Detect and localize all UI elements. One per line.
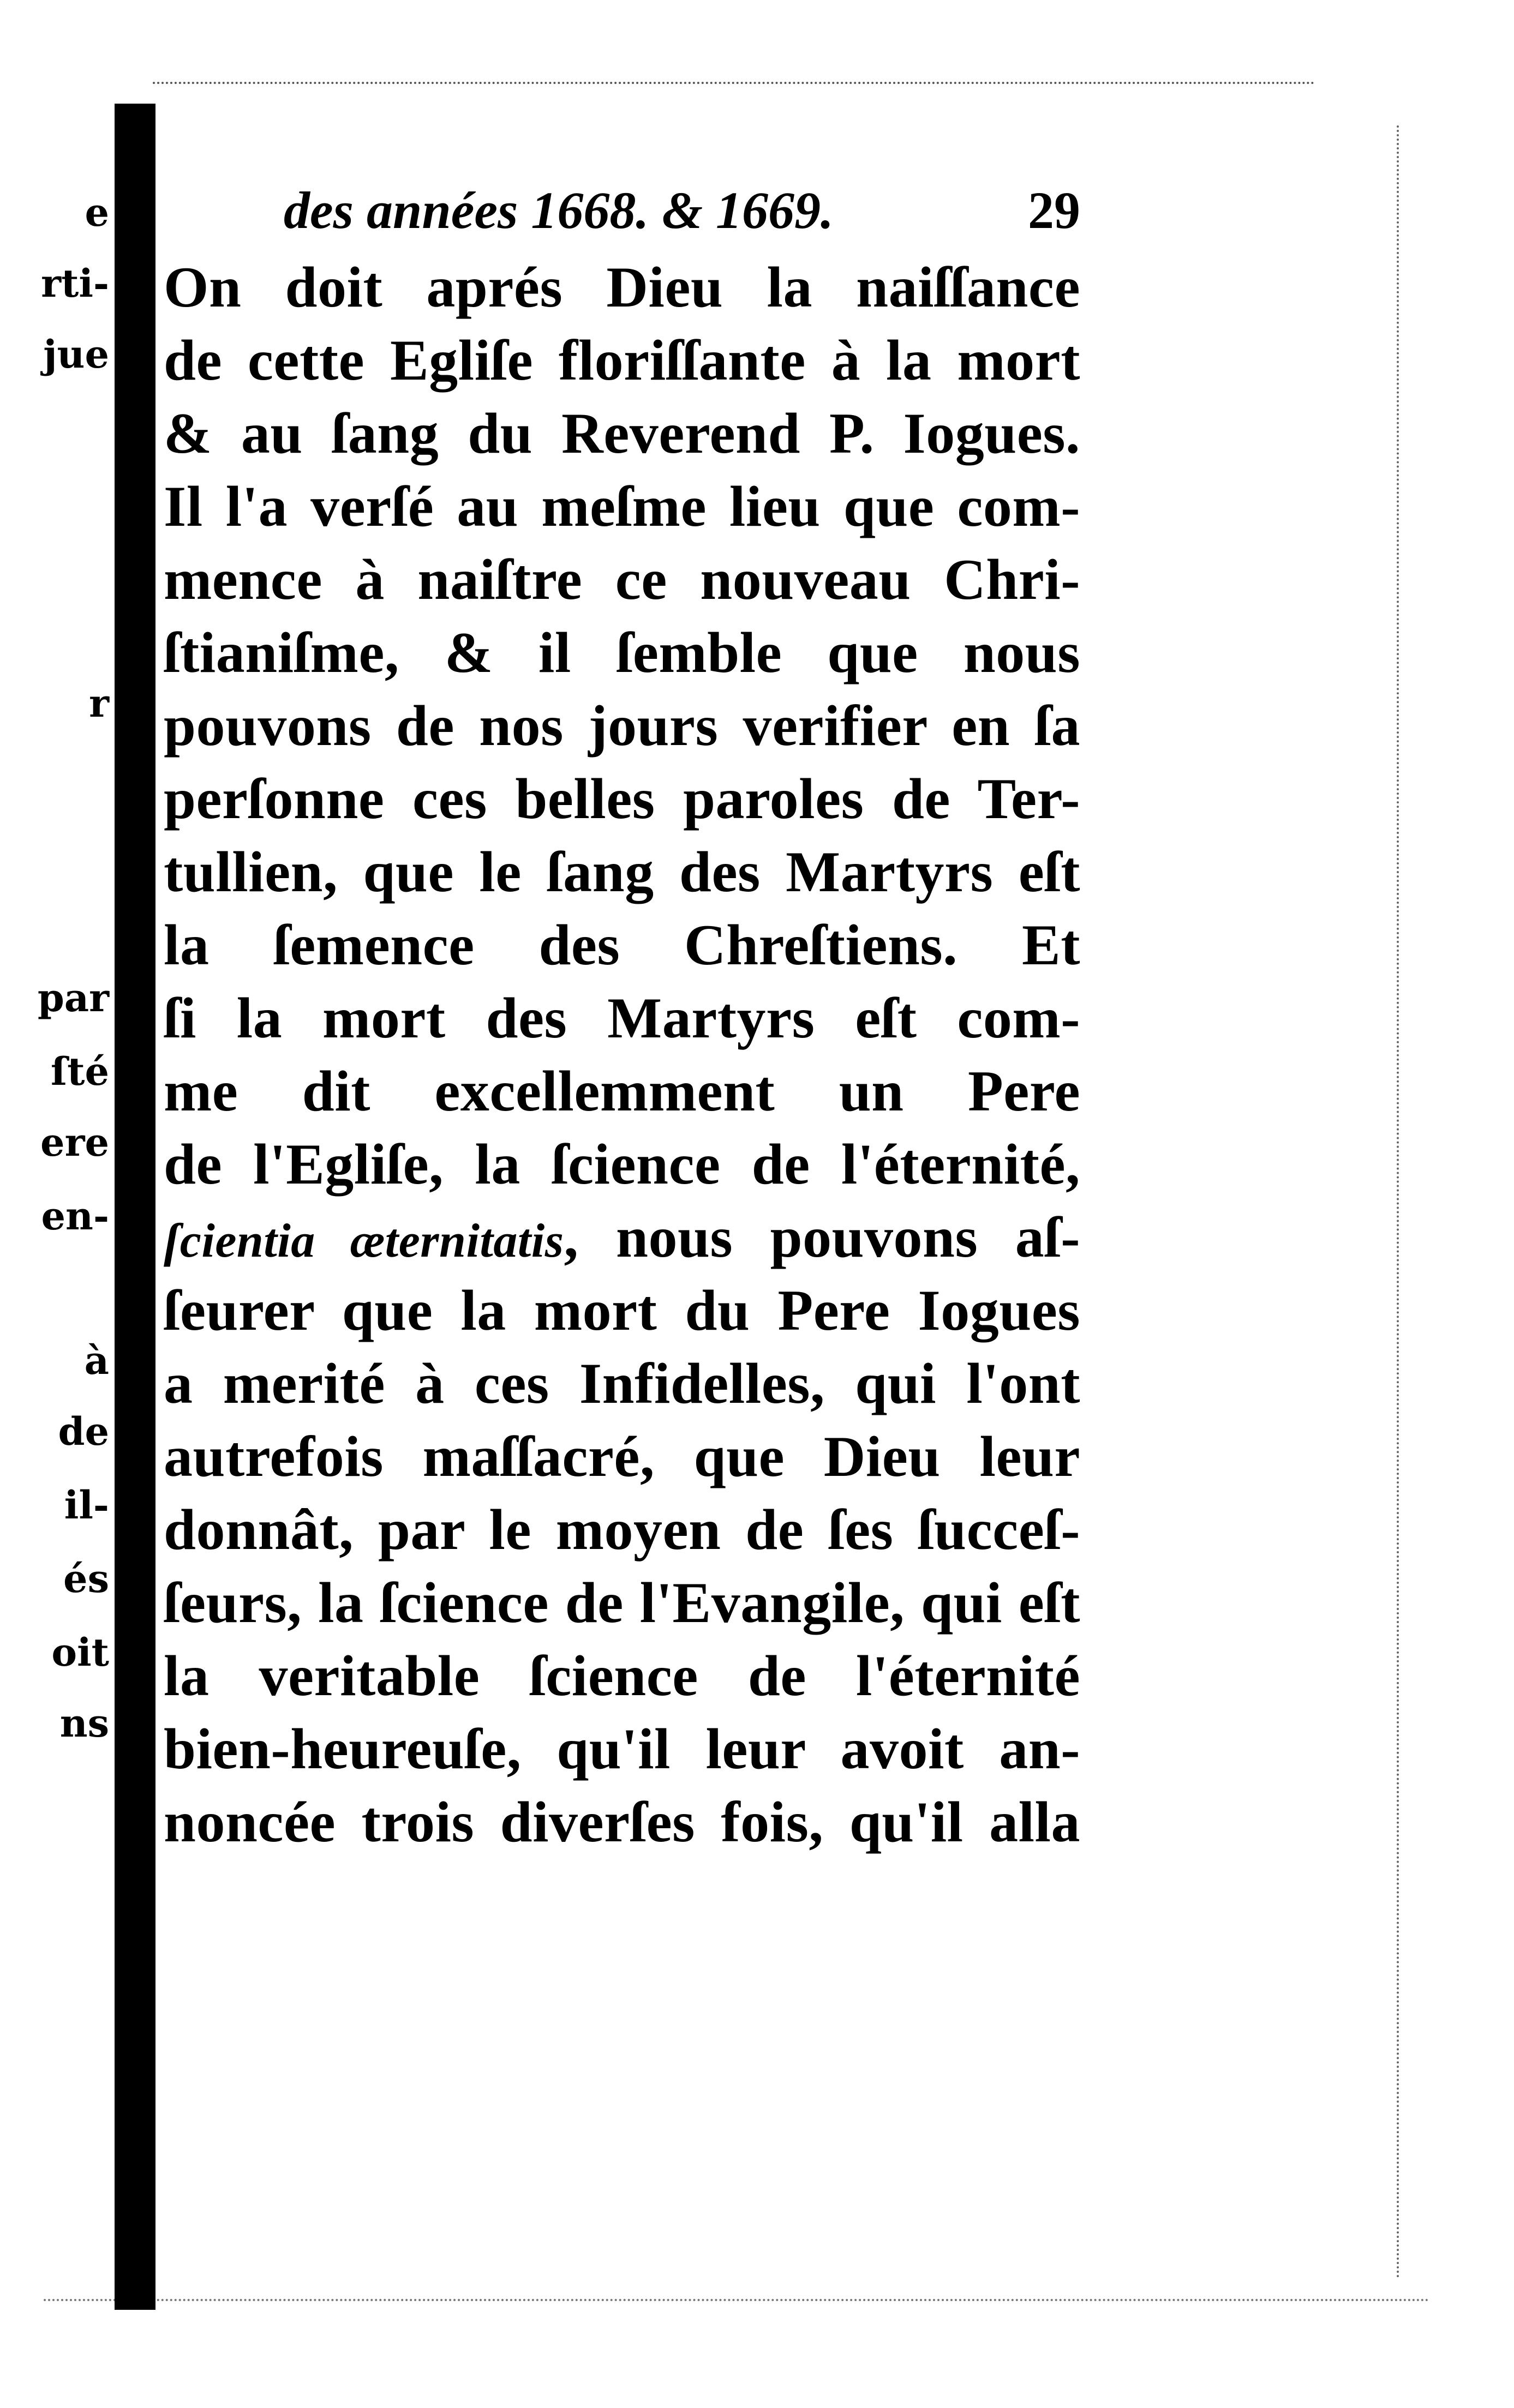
- body-text: [164, 251, 1080, 1859]
- page-edge-right: [1397, 125, 1399, 2280]
- text-line: ſeurs, la ſcience de l'Evangile, qui eſt: [164, 1571, 1080, 1635]
- text-line: autrefois maſſacré, que Dieu leur: [164, 1425, 1080, 1488]
- facing-page-fragment: en-: [41, 1193, 109, 1239]
- latin-phrase: ſcientia æternitatis: [164, 1215, 564, 1268]
- facing-page-fragment: ere: [40, 1120, 109, 1165]
- facing-page-fragment: ns: [59, 1701, 109, 1746]
- facing-page-fragment: à: [84, 1338, 109, 1383]
- text-line: pouvons de nos jours verifier en ſa: [164, 694, 1080, 758]
- running-header: [229, 175, 1091, 251]
- text-line: la ſemence des Chreſtiens. Et: [164, 913, 1080, 977]
- text-line: ſtianiſme, & il ſemble que nous: [164, 621, 1080, 684]
- text-line: la veritable ſcience de l'éternité: [164, 1644, 1080, 1708]
- facing-page-fragment: oit: [51, 1630, 109, 1675]
- text-line: de cette Egliſe floriſſante à la mort: [164, 328, 1080, 392]
- facing-page-fragment: rti-: [41, 261, 109, 306]
- page-edge-bottom: [44, 2299, 1429, 2301]
- text-line: perſonne ces belles paroles de Ter-: [164, 767, 1080, 831]
- text-line-rest: , nous pouvons aſ-: [564, 1205, 1080, 1269]
- text-line: mence à naiſtre ce nouveau Chri-: [164, 548, 1080, 611]
- text-line: de l'Egliſe, la ſcience de l'éternité,: [164, 1132, 1080, 1196]
- running-title: des années 1668. & 1669.: [284, 181, 834, 239]
- text-line: noncée trois diverſes fois, qu'il alla: [164, 1790, 1080, 1854]
- facing-page-fragment: és: [63, 1556, 109, 1601]
- text-line: Il l'a verſé au meſme lieu que com-: [164, 475, 1080, 538]
- text-line: donnât, par le moyen de ſes ſucceſ-: [164, 1498, 1080, 1562]
- text-line: On doit aprés Dieu la naiſſance: [164, 255, 1080, 319]
- book-gutter-shadow: [115, 104, 155, 2310]
- facing-page-fragment: ſté: [51, 1049, 109, 1094]
- text-line: ſi la mort des Martyrs eſt com-: [164, 986, 1080, 1050]
- text-line: tullien, que le ſang des Martyrs eſt: [164, 840, 1080, 904]
- text-line: & au ſang du Reverend P. Iogues.: [164, 401, 1080, 465]
- page-number: 29: [1028, 181, 1080, 239]
- facing-page-fragment: de: [58, 1409, 109, 1454]
- facing-page-fragment: il-: [64, 1482, 109, 1528]
- facing-page-fragment: jue: [43, 332, 109, 377]
- text-line: a merité à ces Infidelles, qui l'ont: [164, 1352, 1080, 1415]
- text-line: bien-heureuſe, qu'il leur avoit an-: [164, 1717, 1080, 1781]
- page-edge-top: [153, 82, 1315, 84]
- facing-page-fragment: e: [85, 190, 109, 235]
- text-line: ſeurer que la mort du Pere Iogues: [164, 1278, 1080, 1342]
- text-line-latin: [164, 1201, 1080, 1274]
- text-line: me dit excellemment un Pere: [164, 1059, 1080, 1123]
- facing-page-fragment: par: [37, 975, 109, 1020]
- facing-page-fragment: r: [89, 681, 109, 726]
